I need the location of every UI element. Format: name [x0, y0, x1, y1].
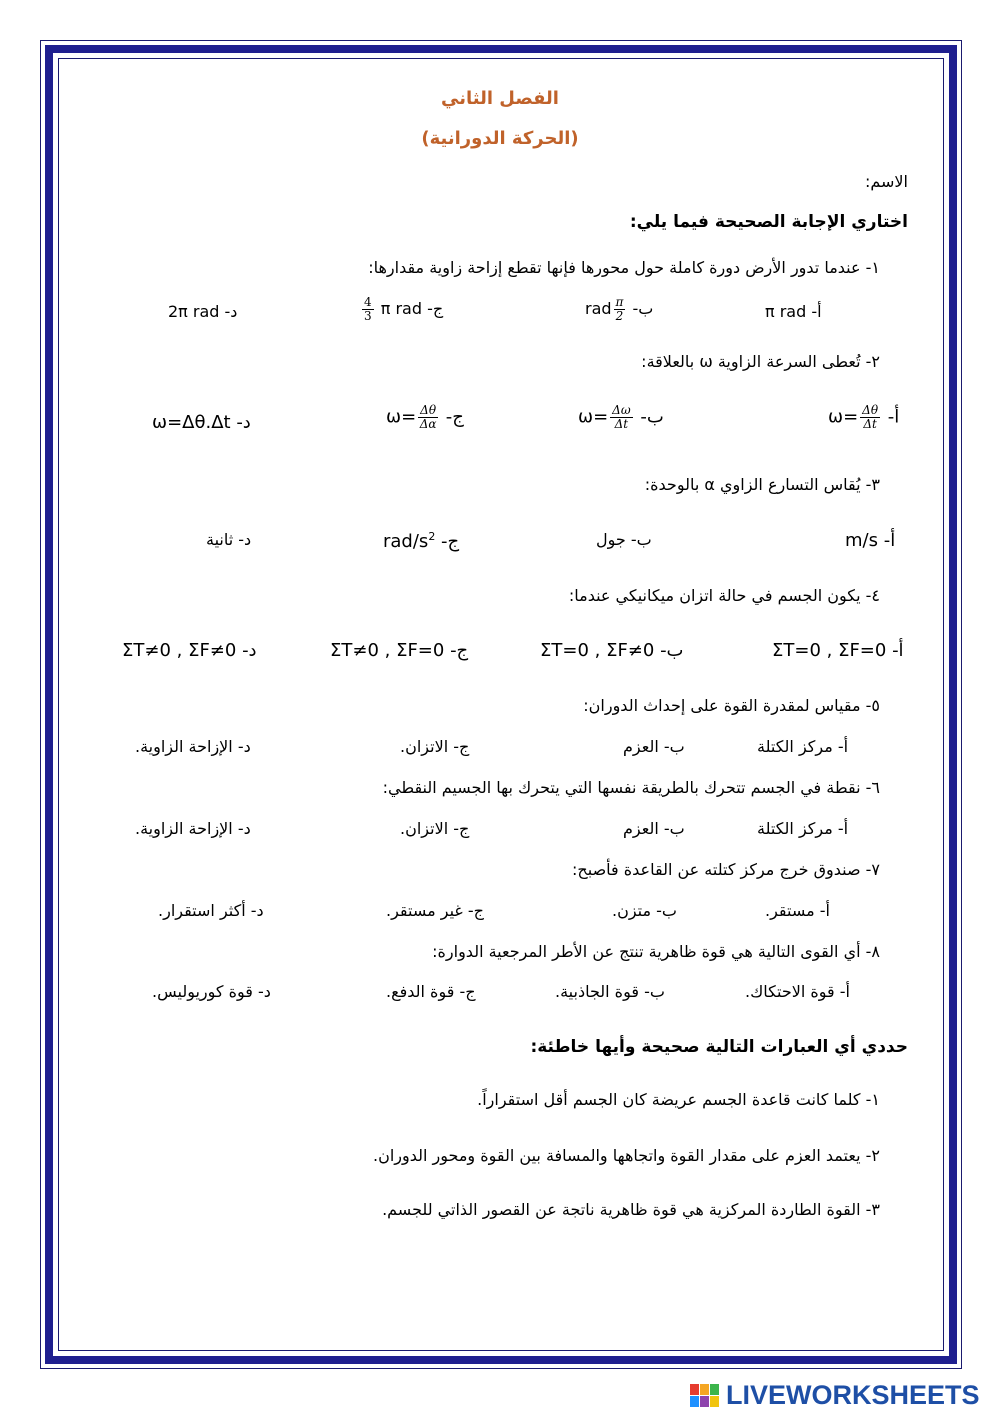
q5-option-b[interactable]: ب- العزم	[623, 737, 685, 756]
q7-option-a[interactable]: أ- مستقر.	[765, 901, 830, 920]
q7-option-b[interactable]: ب- متزن.	[612, 901, 677, 920]
q1-option-b[interactable]: ب- rad $\frac{\pi}{2}$	[585, 295, 654, 323]
q7-option-c[interactable]: ج- غير مستقر.	[386, 901, 484, 920]
q8-option-a[interactable]: أ- قوة الاحتكاك.	[745, 982, 850, 1001]
question-3: ٣- يُقاس التسارع الزاوي α بالوحدة:	[644, 475, 880, 494]
q5-option-c[interactable]: ج- الاتزان.	[400, 737, 470, 756]
name-label: الاسم:	[864, 172, 908, 191]
q2-option-b[interactable]: ب- ω= $\frac{\Delta\omega}{\Delta t}$	[578, 403, 664, 431]
tf-statement-2: ٢- يعتمد العزم على مقدار القوة واتجاهها والمسافة بين القوة ومحور الدوران.	[373, 1146, 880, 1165]
q3-option-b[interactable]: ب- جول	[596, 530, 652, 549]
question-1: ١- عندما تدور الأرض دورة كاملة حول محورها فإنها تقطع إزاحة زاوية مقدارها:	[368, 258, 880, 277]
q3-option-a[interactable]: أ- m/s	[845, 530, 896, 551]
question-8: ٨- أي القوى التالية هي قوة ظاهرية تنتج عن الأطر المرجعية الدوارة:	[432, 942, 880, 961]
q6-option-b[interactable]: ب- العزم	[623, 819, 685, 838]
q8-option-c[interactable]: ج- قوة الدفع.	[386, 982, 476, 1001]
question-2: ٢- تُعطى السرعة الزاوية ω بالعلاقة:	[641, 352, 880, 371]
liveworksheets-icon	[690, 1384, 720, 1408]
q4-option-d[interactable]: د- ΣT≠0 , ΣF≠0	[122, 640, 257, 661]
chapter-subtitle: (الحركة الدورانية)	[421, 128, 579, 149]
q3-option-c[interactable]: ج- rad/$s^2$	[383, 530, 460, 552]
section2-title: حددي أي العبارات التالية صحيحة وأيها خاطئة:	[530, 1037, 908, 1057]
q6-option-c[interactable]: ج- الاتزان.	[400, 819, 470, 838]
q1-option-c[interactable]: ج- $\frac{4}{3}$ π rad	[364, 295, 444, 323]
q1-option-d[interactable]: د- 2π rad	[168, 302, 238, 321]
q5-option-d[interactable]: د- الإزاحة الزاوية.	[135, 737, 251, 756]
q5-option-a[interactable]: أ- مركز الكتلة	[757, 737, 849, 756]
q7-option-d[interactable]: د- أكثر استقرار.	[158, 901, 264, 920]
q2-option-c[interactable]: ج- ω= $\frac{\Delta\theta}{\Delta\alpha}$	[386, 403, 464, 431]
q8-option-b[interactable]: ب- قوة الجاذبية.	[555, 982, 665, 1001]
q3-option-d[interactable]: د- ثانية	[206, 530, 252, 549]
q2-option-a[interactable]: أ- ω= $\frac{\Delta\theta}{\Delta t}$	[828, 403, 900, 431]
tf-statement-1: ١- كلما كانت قاعدة الجسم عريضة كان الجسم أقل استقراراً.	[477, 1090, 880, 1109]
brand-name: LIVEWORKSHEETS	[726, 1380, 980, 1410]
q6-option-d[interactable]: د- الإزاحة الزاوية.	[135, 819, 251, 838]
q4-option-c[interactable]: ج- ΣT≠0 , ΣF=0	[330, 640, 469, 661]
q1-option-a[interactable]: أ- π rad	[765, 302, 822, 321]
q6-option-a[interactable]: أ- مركز الكتلة	[757, 819, 849, 838]
question-5: ٥- مقياس لمقدرة القوة على إحداث الدوران:	[583, 696, 880, 715]
tf-statement-3: ٣- القوة الطاردة المركزية هي قوة ظاهرية ناتجة عن القصور الذاتي للجسم.	[382, 1200, 880, 1219]
q4-option-a[interactable]: أ- ΣT=0 , ΣF=0	[772, 640, 904, 661]
question-7: ٧- صندوق خرج مركز كتلته عن القاعدة فأصبح:	[572, 860, 880, 879]
chapter-title: الفصل الثاني	[441, 88, 559, 109]
question-4: ٤- يكون الجسم في حالة اتزان ميكانيكي عندما:	[568, 586, 880, 605]
question-6: ٦- نقطة في الجسم تتحرك بالطريقة نفسها التي يتحرك بها الجسيم النقطي:	[382, 778, 880, 797]
q4-option-b[interactable]: ب- ΣT=0 , ΣF≠0	[540, 640, 684, 661]
q8-option-d[interactable]: د- قوة كوريوليس.	[152, 982, 271, 1001]
section1-title: اختاري الإجابة الصحيحة فيما يلي:	[629, 212, 908, 232]
q2-option-d[interactable]: د- ω=Δθ.Δt	[152, 412, 251, 433]
